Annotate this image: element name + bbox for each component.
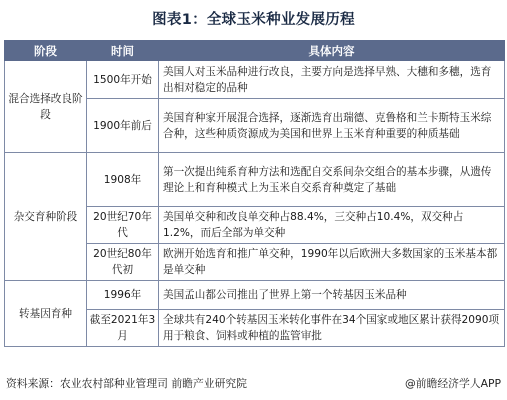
time-cell: 1500年开始 (87, 61, 159, 99)
history-table (4, 40, 505, 347)
stage-cell: 混合选择改良阶段 (5, 61, 87, 153)
content-cell: 欧洲开始选育和推广单交种，1990年以后欧洲大多数国家的玉米基本都是单交种 (159, 244, 505, 281)
brand-watermark: @前瞻经济学人APP (405, 377, 501, 390)
header-stage: 阶段 (5, 41, 87, 61)
header-time: 时间 (87, 41, 159, 61)
table-row (5, 281, 505, 310)
time-cell: 20世纪80年代初 (87, 244, 159, 281)
table-row (5, 61, 505, 99)
table-row (5, 153, 505, 207)
source-note: 资料来源：农业农村部种业管理司 前瞻产业研究院 (6, 377, 247, 390)
stage-cell: 转基因育种 (5, 281, 87, 347)
time-cell: 20世纪70年代 (87, 207, 159, 244)
time-cell: 截至2021年3月 (87, 310, 159, 347)
content-cell: 全球共有240个转基因玉米转化事件在34个国家或地区累计获得2090项用于粮食、饲料或种植的监管审批 (159, 310, 505, 347)
content-cell: 第一次提出纯系育种方法和选配自交系间杂交组合的基本步骤，从遗传理论上和育种模式上为玉米自交系育种奠定了基础 (159, 153, 505, 207)
time-cell: 1996年 (87, 281, 159, 310)
time-cell: 1900年前后 (87, 99, 159, 153)
content-cell: 美国人对玉米品种进行改良，主要方向是选择早熟、大穗和多穗，选育出相对稳定的品种 (159, 61, 505, 99)
content-cell: 美国育种家开展混合选择，逐渐选育出瑞德、克鲁格和兰卡斯特玉米综合种，这些种质资源成为美国和世界上玉米育种重要的种质基础 (159, 99, 505, 153)
content-cell: 美国单交种和改良单交种占88.4%，三交种占10.4%，双交种占1.2%，而后全部为单交种 (159, 207, 505, 244)
header-content: 具体内容 (159, 41, 505, 61)
content-cell: 美国孟山都公司推出了世界上第一个转基因玉米品种 (159, 281, 505, 310)
time-cell: 1908年 (87, 153, 159, 207)
chart-title: 图表1：全球玉米种业发展历程 (152, 12, 355, 28)
stage-cell: 杂交育种阶段 (5, 153, 87, 281)
table-header-row (5, 41, 505, 61)
